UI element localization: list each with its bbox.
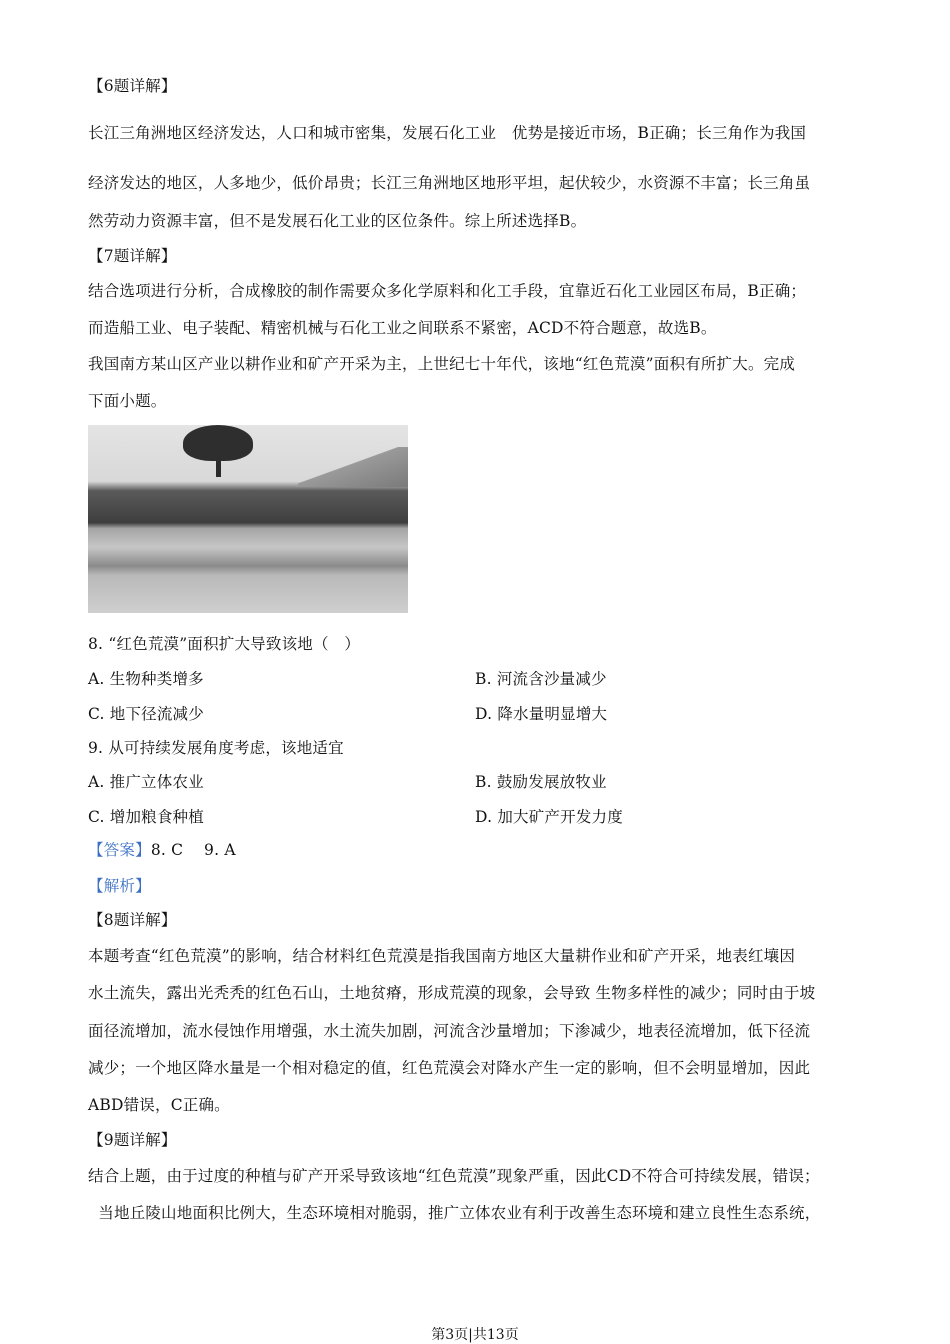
intro-line: 下面小题。 [88,392,167,410]
paragraph-line: 经济发达的地区，人多地少，低价昂贵；长江三角洲地区地形平坦，起伏较少，水资源不丰富；长三角虽 [88,174,811,192]
analysis-label: 【解析】 [88,877,151,895]
option-9a: A. 推广立体农业 [88,773,204,791]
page-footer: 第3页|共13页 [431,1327,519,1343]
paragraph-line: ABD错误，C正确。 [88,1096,230,1114]
mountain-shape [298,447,408,487]
question-9-stem: 9. 从可持续发展角度考虑，该地适宜 [88,739,344,757]
option-9d: D. 加大矿产开发力度 [475,808,623,826]
option-9c: C. 增加粮食种植 [88,808,204,826]
paragraph-line: 减少；一个地区降水量是一个相对稳定的值，红色荒漠会对降水产生一定的影响，但不会明显增加，因此 [88,1059,811,1077]
paragraph-line: 结合选项进行分析，合成橡胶的制作需要众多化学原料和化工手段，宜靠近石化工业园区布局，B正确； [88,282,807,300]
option-9b: B. 鼓励发展放牧业 [475,773,607,791]
paragraph-line: 长江三角洲地区经济发达，人口和城市密集，发展石化工业 优势是接近市场，B正确；长三角作为我国 [88,124,807,142]
paragraph-line: 本题考查“红色荒漠”的影响，结合材料红色荒漠是指我国南方地区大量耕作业和矿产开采，地表红壤因 [88,947,796,965]
paragraph-line: 然劳动力资源丰富，但不是发展石化工业的区位条件。综上所述选择B。 [88,212,587,230]
paragraph-line: 水土流失，露出光秃秃的红色石山，土地贫瘠，形成荒漠的现象，会导致 生物多样性的减少；同时由于坡 [88,984,816,1002]
paragraph-line: 结合上题，由于过度的种植与矿产开采导致该地“红色荒漠”现象严重，因此CD不符合可持续发展，错误； [88,1167,820,1185]
section-heading-7: 【7题详解】 [88,247,177,265]
paragraph-line: 当地丘陵山地面积比例大，生态环境相对脆弱，推广立体农业有利于改善生态环境和建立良性生态系统， [88,1204,821,1222]
option-8b: B. 河流含沙量减少 [475,670,607,688]
option-8a: A. 生物种类增多 [88,670,204,688]
intro-line: 我国南方某山区产业以耕作业和矿产开采为主，上世纪七十年代，该地“红色荒漠”面积有所扩大。完成 [88,355,796,373]
option-8c: C. 地下径流减少 [88,705,204,723]
section-heading-9: 【9题详解】 [88,1131,177,1149]
landscape-photo [88,425,408,613]
tree-canopy [183,425,253,461]
section-heading-8: 【8题详解】 [88,911,177,929]
option-8d: D. 降水量明显增大 [475,705,608,723]
answer-label: 【答案】 [88,841,151,859]
answer-text: 8. C 9. A [150,841,236,859]
paragraph-line: 面径流增加，流水侵蚀作用增强，水土流失加剧，河流含沙量增加；下渗减少，地表径流增加，低下径流 [88,1022,811,1040]
question-8-stem: 8. “红色荒漠”面积扩大导致该地（ ） [88,635,361,653]
section-heading-6: 【6题详解】 [88,77,177,95]
paragraph-line: 而造船工业、电子装配、精密机械与石化工业之间联系不紧密，ACD不符合题意，故选B。 [88,319,717,337]
answer-line [88,840,236,860]
